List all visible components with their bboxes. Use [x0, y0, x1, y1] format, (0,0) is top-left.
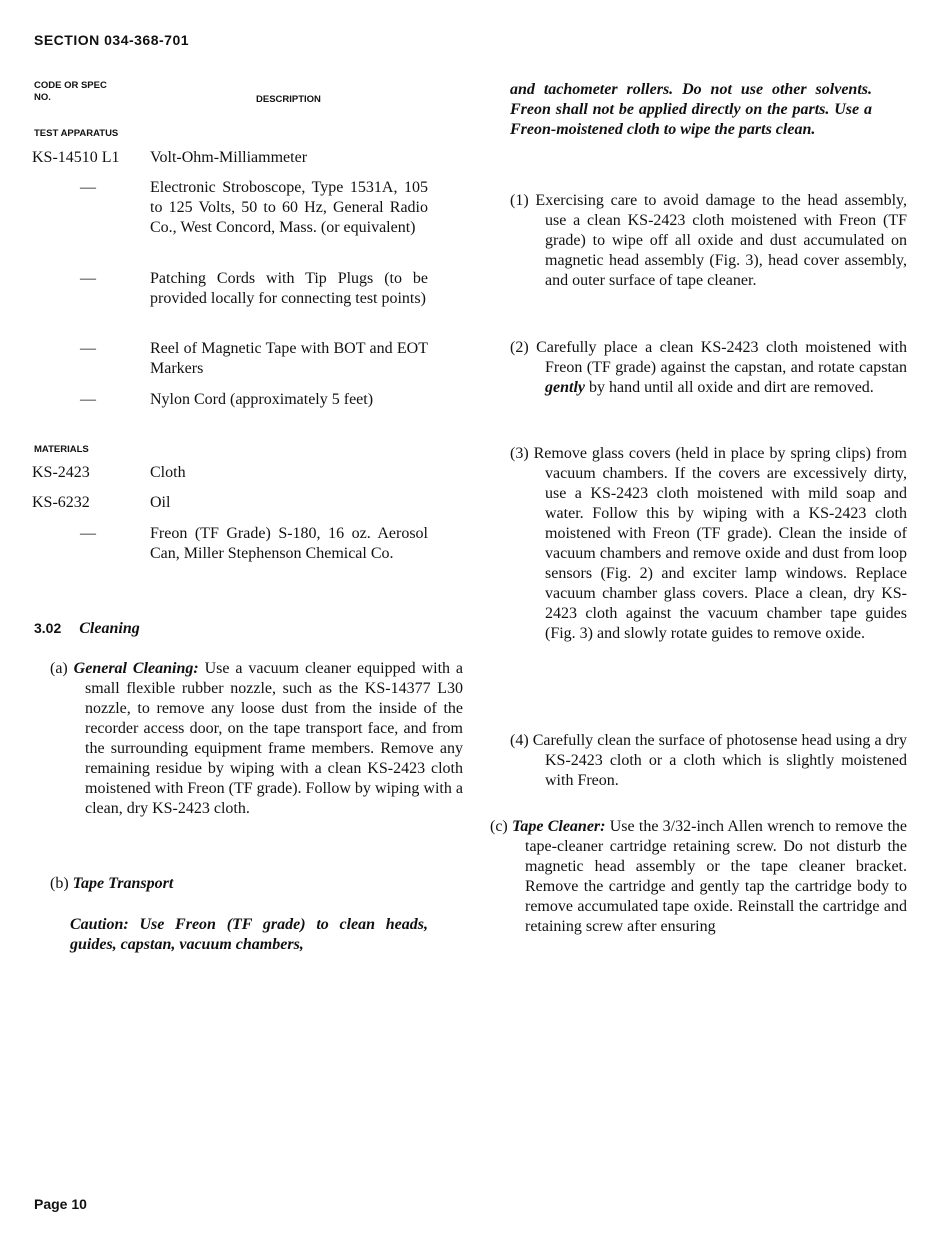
step-emphasis: gently [545, 379, 585, 396]
caution-text-part1: Use Freon (TF grade) to clean heads, guides, capstan, vacuum chambers, [70, 916, 429, 953]
step-1: (1) Exercising care to avoid damage to the head assembly, use a clean KS-2423 cloth moistened with Freon (TF grade) to wipe off all oxide and dust accumulated on magnetic head assembly (Fig. 3), head cover assembly, and outer surface of tape cleaner. [510, 192, 907, 289]
item-label: (a) [50, 660, 68, 677]
caution-continued: and tachometer rollers. Do not use other solvents. Freon shall not be applied directly on the parts. Use a Freon-moistened cloth to wipe the parts clean. [510, 81, 872, 138]
spec-description: Reel of Magnetic Tape with BOT and EOT Markers [150, 340, 428, 377]
spec-code: KS-6232 [32, 494, 90, 511]
item-title: General Cleaning: [73, 660, 199, 677]
subparagraph-a [50, 659, 463, 819]
step-4: (4) Carefully clean the surface of photosense head using a dry KS-2423 cloth or a cloth which is slightly moistened with Freon. [510, 732, 907, 789]
spec-description: Nylon Cord (approximately 5 feet) [150, 391, 374, 408]
spec-code: — [80, 391, 96, 408]
paragraph-title: Cleaning [79, 620, 140, 637]
page-number: Page 10 [34, 1196, 87, 1212]
step-3: (3) Remove glass covers (held in place by spring clips) from vacuum chambers. If the covers are excessively dirty, use a KS-2423 cloth moistened with mild soap and water. Follow this by wiping with a KS-2423 cloth moistened with Freon (TF grade). Clean the inside of vacuum chambers and remove oxide and dust from loop sensors (Fig. 2) and exciter lamp windows. Replace vacuum chamber glass covers. Place a clean, dry KS-2423 cloth against the vacuum chamber tape guides (Fig. 3) and slowly rotate guides to remove oxide. [510, 445, 907, 642]
spec-description: Volt-Ohm-Milliammeter [150, 149, 308, 166]
spec-description: Cloth [150, 464, 186, 481]
spec-description: Electronic Stroboscope, Type 1531A, 105 to 125 Volts, 50 to 60 Hz, General Radio Co., West Concord, Mass. (or equivalent) [150, 179, 428, 236]
paragraph-heading [34, 620, 140, 638]
spec-description: Oil [150, 494, 171, 511]
item-title: Tape Cleaner: [512, 818, 606, 835]
item-text: Use the 3/32-inch Allen wrench to remove the tape-cleaner cartridge retaining screw. Do not disturb the magnetic head assembly or the tape cleaner bracket. Remove the cartridge and gently tap the cartridge body to remove accumulated tape oxide. Reinstall the cartridge and retaining screw after ensuring [525, 818, 908, 935]
step-text: (2) Carefully place a clean KS-2423 cloth moistened with Freon (TF grade) against the capstan, and rotate capstan [510, 339, 907, 376]
step-text: by hand until all oxide and dirt are removed. [589, 379, 874, 396]
column-header-description: DESCRIPTION [256, 94, 321, 105]
spec-code: KS-14510 L1 [32, 149, 120, 166]
spec-description: Patching Cords with Tip Plugs (to be provided locally for connecting test points) [150, 270, 428, 307]
spec-code: — [80, 179, 96, 196]
section-header: SECTION 034-368-701 [34, 32, 190, 48]
caution-label: Caution: [70, 916, 129, 933]
spec-code: — [80, 525, 96, 542]
item-label: (c) [490, 818, 508, 835]
column-header-code: CODE OR SPEC NO. [34, 80, 107, 103]
paragraph-number: 3.02 [34, 620, 62, 636]
step-2 [510, 338, 907, 398]
subparagraph-c [490, 817, 907, 937]
caution-note [70, 915, 428, 955]
item-title: Tape Transport [72, 875, 174, 892]
category-test-apparatus: TEST APPARATUS [34, 128, 119, 139]
spec-code: KS-2423 [32, 464, 90, 481]
spec-code: — [80, 270, 96, 287]
category-materials: MATERIALS [34, 444, 89, 455]
item-text: Use a vacuum cleaner equipped with a small flexible rubber nozzle, such as the KS-14377 L30 nozzle, to remove any loose dust from the inside of the recorder access door, on the tape transport face, and from the surrounding equipment frame members. Remove any remaining residue by wiping with a clean KS-2423 cloth moistened with Freon (TF grade). Follow by wiping with a clean, dry KS-2423 cloth. [85, 660, 464, 817]
spec-code: — [80, 340, 96, 357]
item-label: (b) [50, 875, 69, 892]
spec-description: Freon (TF Grade) S-180, 16 oz. Aerosol Can, Miller Stephenson Chemical Co. [150, 525, 428, 562]
subparagraph-b [50, 875, 173, 893]
